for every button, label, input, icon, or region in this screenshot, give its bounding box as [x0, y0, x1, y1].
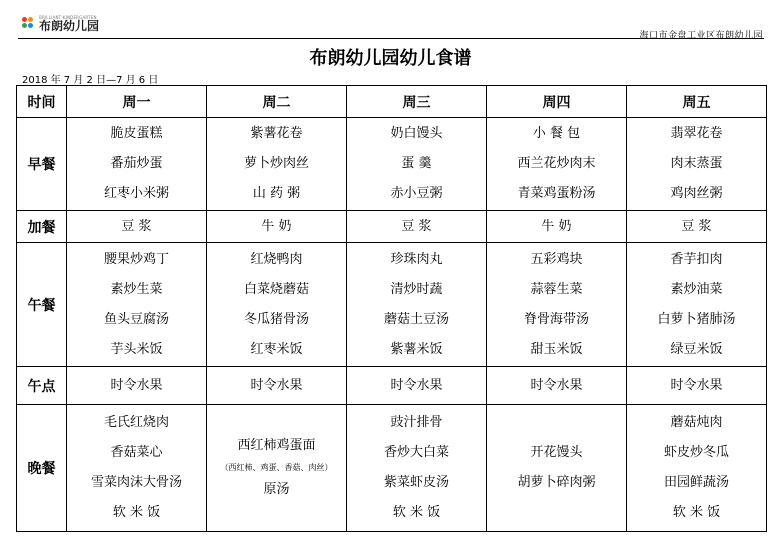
dish: 清炒时蔬 [390, 281, 443, 297]
dish: 山 药 粥 [252, 186, 301, 201]
dish: 毛氏红烧肉 [103, 415, 169, 430]
dish: 芋头米饭 [110, 341, 163, 357]
column-header-friday: 周五 [627, 86, 767, 118]
dish: 豆 浆 [681, 218, 712, 234]
dish: 时令水果 [670, 377, 723, 393]
dish: 蛋 羹 [401, 156, 432, 171]
dish: 素炒生菜 [110, 281, 163, 297]
dish: 香芋扣肉 [670, 251, 723, 267]
dish: 软 米 饭 [392, 505, 441, 520]
logo [22, 15, 99, 33]
menu-cell-tue [207, 367, 347, 405]
menu-cell-thu [487, 367, 627, 405]
logo-name: 布朗幼儿园 [39, 19, 100, 33]
menu-cell-wed [347, 211, 487, 243]
table-row-afternoon-snack [17, 367, 767, 405]
dish: 奶白馒头 [390, 126, 443, 141]
menu-cell-mon [67, 367, 207, 405]
dish: 腰果炒鸡丁 [103, 251, 169, 267]
page-title: 布朗幼儿园幼儿食谱 [309, 48, 472, 69]
dish: 蒜蓉生菜 [530, 281, 583, 297]
dish: 青菜鸡蛋粉汤 [517, 186, 596, 201]
dish: 冬瓜猪骨汤 [243, 311, 309, 327]
dish: 脆皮蛋糕 [110, 126, 163, 141]
menu-cell-mon [67, 118, 207, 211]
menu-cell-wed [347, 367, 487, 405]
dish: 开花馒头 [530, 445, 583, 460]
dish: 红枣小米粥 [103, 186, 169, 201]
logo-tagline: BRILLIANT KINDERGARTEN [39, 15, 97, 20]
dish: 豆 浆 [121, 218, 152, 234]
dish: 白萝卜猪肺汤 [657, 311, 736, 327]
dish: 香菇菜心 [110, 445, 163, 460]
menu-cell-wed [347, 243, 487, 367]
column-header-thursday: 周四 [487, 86, 627, 118]
dish: 蘑菇土豆汤 [383, 311, 449, 327]
dish: 田园鲜蔬汤 [663, 475, 729, 490]
dish: 豉汁排骨 [390, 415, 443, 430]
dish: 紫薯米饭 [390, 341, 443, 357]
dish: 小 餐 包 [532, 126, 581, 141]
menu-cell-thu [487, 243, 627, 367]
dish: 雪菜肉沫大骨汤 [90, 475, 182, 490]
dish: 牛 奶 [541, 218, 572, 234]
menu-cell-tue [207, 118, 347, 211]
dish: 牛 奶 [261, 218, 292, 234]
dish: 胡萝卜碎肉粥 [517, 475, 596, 490]
menu-cell-thu [487, 118, 627, 211]
menu-cell-tue [207, 211, 347, 243]
dish: 时令水果 [530, 377, 583, 393]
dish: 香炒大白菜 [383, 445, 449, 460]
menu-cell-wed [347, 405, 487, 532]
dish: 翡翠花卷 [670, 126, 723, 141]
menu-cell-fri [627, 243, 767, 367]
dish: 紫菜虾皮汤 [383, 475, 449, 490]
menu-cell-fri [627, 405, 767, 532]
menu-cell-tue [207, 405, 347, 532]
dish: 红烧鸭肉 [250, 251, 303, 267]
dish: 红枣米饭 [250, 341, 303, 357]
table-row-lunch [17, 243, 767, 367]
meal-label: 加餐 [17, 211, 67, 243]
logo-mark-icon [22, 17, 36, 31]
meal-label: 晚餐 [17, 405, 67, 532]
dish: 脊骨海带汤 [523, 311, 589, 327]
dish: 绿豆米饭 [670, 341, 723, 357]
table-row-snack [17, 211, 767, 243]
menu-cell-thu [487, 211, 627, 243]
header-row [17, 86, 767, 118]
dish: 虾皮炒冬瓜 [663, 445, 729, 460]
dish: 时令水果 [110, 377, 163, 393]
dish: 番茄炒蛋 [110, 156, 163, 171]
menu-cell-mon [67, 405, 207, 532]
dish-ingredients-note: （西红柿、鸡蛋、香菇、肉丝） [220, 463, 333, 472]
school-name: 海口市金盘工业区布朗幼儿园 [639, 31, 763, 41]
header-divider [18, 38, 764, 39]
dish: 蘑菇炖肉 [670, 415, 723, 430]
dish: 紫薯花卷 [250, 126, 303, 141]
menu-cell-mon [67, 243, 207, 367]
meal-label: 午点 [17, 367, 67, 405]
dish: 白菜烧蘑菇 [243, 281, 309, 297]
dish: 豆 浆 [401, 218, 432, 234]
column-header-wednesday: 周三 [347, 86, 487, 118]
dish: 素炒油菜 [670, 281, 723, 297]
dish: 软 米 饭 [112, 505, 161, 520]
dish: 时令水果 [250, 377, 303, 393]
dish: 时令水果 [390, 377, 443, 393]
menu-cell-fri [627, 211, 767, 243]
column-header-tuesday: 周二 [207, 86, 347, 118]
menu-cell-fri [627, 367, 767, 405]
column-header-monday: 周一 [67, 86, 207, 118]
table-row-dinner [17, 405, 767, 532]
dish: 珍珠肉丸 [390, 251, 443, 267]
column-header-time: 时间 [17, 86, 67, 118]
menu-cell-tue [207, 243, 347, 367]
menu-cell-mon [67, 211, 207, 243]
menu-cell-wed [347, 118, 487, 211]
dish: 五彩鸡块 [530, 251, 583, 267]
menu-cell-thu [487, 405, 627, 532]
dish: 软 米 饭 [672, 505, 721, 520]
dish: 甜玉米饭 [530, 341, 583, 357]
dish: 西兰花炒肉末 [517, 156, 596, 171]
dish: 西红柿鸡蛋面 [237, 438, 316, 453]
dish: 原汤 [263, 482, 290, 497]
dish: 鱼头豆腐汤 [103, 311, 169, 327]
dish: 鸡肉丝粥 [670, 186, 723, 201]
menu-table [16, 85, 767, 532]
dish: 肉末蒸蛋 [670, 156, 723, 171]
dish: 萝卜炒肉丝 [243, 156, 309, 171]
menu-cell-fri [627, 118, 767, 211]
dish: 赤小豆粥 [390, 186, 443, 201]
meal-label: 午餐 [17, 243, 67, 367]
meal-label: 早餐 [17, 118, 67, 211]
date-range: 2018 年 7 月 2 日—7 月 6 日 [22, 75, 159, 86]
table-row-breakfast [17, 118, 767, 211]
